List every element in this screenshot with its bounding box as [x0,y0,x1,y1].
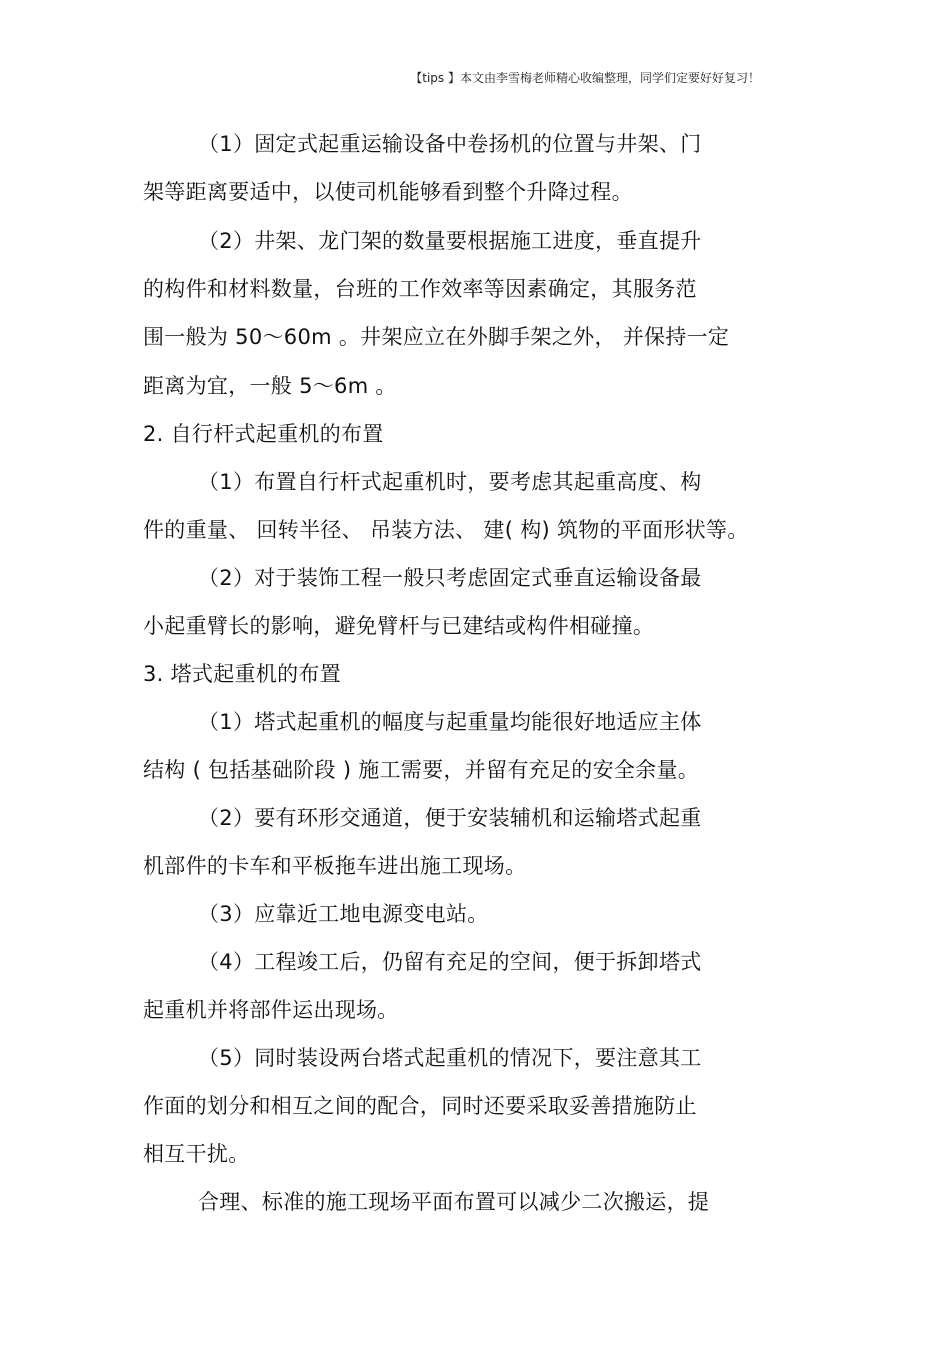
section-heading: 3. 塔式起重机的布置 [143,662,342,686]
text-line: 机部件的卡车和平板拖车进出施工现场。 [143,854,527,878]
text-line: （2）对于装饰工程一般只考虑固定式垂直运输设备最 [198,566,702,590]
text-line: 件的重量、 回转半径、 吊装方法、 建( 构) 筑物的平面形状等。 [143,518,749,542]
text-line: （2）要有环形交通道，便于安装辅机和运输塔式起重 [198,806,702,830]
text-line: 起重机并将部件运出现场。 [143,998,399,1022]
text-line: （1）塔式起重机的幅度与起重量均能很好地适应主体 [198,710,702,734]
text-line: 小起重臂长的影响，避免臂杆与已建结或构件相碰撞。 [143,614,655,638]
text-line: （5）同时装设两台塔式起重机的情况下，要注意其工 [198,1046,702,1070]
text-line: 合理、标准的施工现场平面布置可以减少二次搬运，提 [198,1190,710,1214]
text-line: 架等距离要适中，以使司机能够看到整个升降过程。 [143,180,633,204]
text-line: （2）井架、龙门架的数量要根据施工进度，垂直提升 [198,229,702,253]
text-line: 围一般为 50～60m 。井架应立在外脚手架之外， 并保持一定 [143,325,730,349]
text-line: （1）固定式起重运输设备中卷扬机的位置与井架、门 [198,132,702,156]
text-line: 的构件和材料数量，台班的工作效率等因素确定，其服务范 [143,277,697,301]
text-line: 距离为宜，一般 5～6m 。 [143,374,397,398]
text-line: 结构 ( 包括基础阶段 ) 施工需要，并留有充足的安全余量。 [143,758,700,782]
text-line: （1）布置自行杆式起重机时，要考虑其起重高度、构 [198,470,702,494]
text-line: 作面的划分和相互之间的配合，同时还要采取妥善措施防止 [143,1094,697,1118]
text-line: 相互干扰。 [143,1142,250,1166]
header-tips: 【tips 】本文由李雪梅老师精心收编整理，同学们定要好好复习！ [410,71,760,85]
section-heading: 2. 自行杆式起重机的布置 [143,422,384,446]
text-line: （4）工程竣工后，仍留有充足的空间，便于拆卸塔式 [198,950,702,974]
text-line: （3）应靠近工地电源变电站。 [198,902,489,926]
